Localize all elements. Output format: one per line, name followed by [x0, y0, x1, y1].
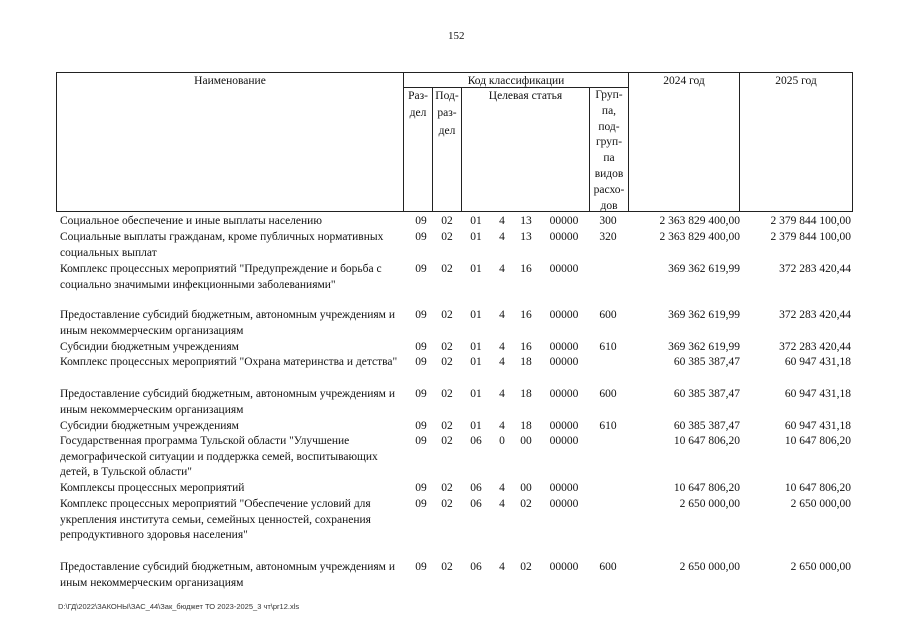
header-razdel: Раз- дел [408, 90, 428, 120]
row-code-a: 01 [470, 388, 482, 400]
row-code-c: 13 [520, 231, 532, 243]
row-razdel: 09 [415, 263, 427, 275]
row-razdel: 09 [415, 215, 427, 227]
row-year1: 369 362 619,99 [668, 309, 740, 321]
row-code-b: 4 [499, 561, 505, 573]
row-code-d: 00000 [549, 309, 579, 321]
row-year2: 2 650 000,00 [790, 498, 851, 510]
row-podrazdel: 02 [441, 215, 453, 227]
row-code-d: 00000 [549, 482, 579, 494]
row-code-c: 18 [520, 388, 532, 400]
row-code-d: 00000 [549, 561, 579, 573]
row-year2: 372 283 420,44 [779, 263, 851, 275]
row-code-a: 01 [470, 356, 482, 368]
row-code-d: 00000 [549, 498, 579, 510]
row-podrazdel: 02 [441, 263, 453, 275]
header-gruppa: Груп- па, под- груп- па видов расхо- дов [593, 89, 625, 212]
row-code-a: 01 [470, 341, 482, 353]
row-code-c: 00 [520, 435, 532, 447]
row-code-a: 06 [470, 435, 482, 447]
row-podrazdel: 02 [441, 420, 453, 432]
row-name: Комплекс процессных мероприятий "Обеспечение условий для укрепления института семьи, семейных ценностей, сохранения репродуктивного здоровья населения" [60, 498, 371, 541]
row-podrazdel: 02 [441, 341, 453, 353]
row-group: 300 [599, 215, 617, 227]
row-code-d: 00000 [549, 435, 579, 447]
row-year2: 372 283 420,44 [779, 309, 851, 321]
header-name: Наименование [194, 75, 266, 87]
row-year2: 372 283 420,44 [779, 341, 851, 353]
row-code-c: 13 [520, 215, 532, 227]
row-razdel: 09 [415, 420, 427, 432]
row-code-b: 4 [499, 263, 505, 275]
row-razdel: 09 [415, 231, 427, 243]
row-razdel: 09 [415, 309, 427, 321]
row-year1: 369 362 619,99 [668, 263, 740, 275]
row-year1: 60 385 387,47 [673, 420, 740, 432]
subheader-podr-line [461, 87, 462, 212]
row-code-a: 01 [470, 309, 482, 321]
row-code-c: 16 [520, 341, 532, 353]
row-podrazdel: 02 [441, 435, 453, 447]
row-code-a: 01 [470, 420, 482, 432]
row-code-a: 01 [470, 263, 482, 275]
row-year2: 60 947 431,18 [784, 420, 851, 432]
row-code-c: 00 [520, 482, 532, 494]
row-code-d: 00000 [549, 341, 579, 353]
row-year2: 10 647 806,20 [784, 435, 851, 447]
row-code-d: 00000 [549, 263, 579, 275]
row-year1: 2 363 829 400,00 [659, 231, 740, 243]
header-year2-cell [739, 72, 853, 212]
row-podrazdel: 02 [441, 309, 453, 321]
row-name: Субсидии бюджетным учреждениям [60, 341, 239, 353]
row-code-b: 4 [499, 341, 505, 353]
page-number: 152 [448, 30, 465, 42]
row-code-d: 00000 [549, 356, 579, 368]
row-year1: 2 650 000,00 [679, 498, 740, 510]
row-code-a: 01 [470, 231, 482, 243]
row-code-b: 4 [499, 309, 505, 321]
row-name: Предоставление субсидий бюджетным, автономным учреждениям и иным некоммерческим организациям [60, 388, 395, 416]
row-year2: 60 947 431,18 [784, 356, 851, 368]
header-name-cell [56, 72, 404, 212]
row-code-c: 18 [520, 420, 532, 432]
row-name: Предоставление субсидий бюджетным, автономным учреждениям и иным некоммерческим организациям [60, 561, 395, 589]
row-razdel: 09 [415, 341, 427, 353]
row-code-c: 18 [520, 356, 532, 368]
row-name: Комплекс процессных мероприятий "Охрана материнства и детства" [60, 356, 398, 368]
header-celevaya: Целевая статья [488, 90, 563, 102]
row-code-d: 00000 [549, 388, 579, 400]
row-code-d: 00000 [549, 215, 579, 227]
row-podrazdel: 02 [441, 561, 453, 573]
header-year1: 2024 год [663, 75, 705, 87]
row-razdel: 09 [415, 482, 427, 494]
row-year1: 60 385 387,47 [673, 356, 740, 368]
row-name: Комплексы процессных мероприятий [60, 482, 245, 494]
row-name: Социальное обеспечение и иные выплаты населению [60, 215, 322, 227]
row-group: 610 [599, 341, 617, 353]
row-code-b: 0 [499, 435, 505, 447]
row-code-a: 01 [470, 215, 482, 227]
row-podrazdel: 02 [441, 388, 453, 400]
row-razdel: 09 [415, 356, 427, 368]
header-year1-cell [628, 72, 740, 212]
row-code-d: 00000 [549, 231, 579, 243]
header-podrazdel: Под- раз- дел [435, 90, 459, 137]
row-year1: 2 650 000,00 [679, 561, 740, 573]
row-year1: 10 647 806,20 [673, 482, 740, 494]
row-name: Предоставление субсидий бюджетным, автономным учреждениям и иным некоммерческим организациям [60, 309, 395, 337]
header-code: Код классификации [467, 75, 565, 87]
row-year1: 10 647 806,20 [673, 435, 740, 447]
row-code-b: 4 [499, 356, 505, 368]
row-name: Государственная программа Тульской области "Улучшение демографической ситуации и поддержка семей, воспитывающих детей, в Тульской области" [60, 435, 378, 478]
row-code-b: 4 [499, 388, 505, 400]
row-razdel: 09 [415, 388, 427, 400]
row-group: 610 [599, 420, 617, 432]
row-group: 600 [599, 309, 617, 321]
row-year2: 2 379 844 100,00 [770, 231, 851, 243]
file-path-footer: D:\ГД\2022\ЗАКОНЫ\ЗАС_44\Зак_бюджет ТО 2023-2025_3 чт\pr12.xls [58, 602, 300, 611]
row-name: Субсидии бюджетным учреждениям [60, 420, 239, 432]
row-year2: 10 647 806,20 [784, 482, 851, 494]
row-code-b: 4 [499, 231, 505, 243]
row-podrazdel: 02 [441, 482, 453, 494]
row-podrazdel: 02 [441, 498, 453, 510]
row-code-c: 02 [520, 498, 532, 510]
row-podrazdel: 02 [441, 356, 453, 368]
row-year1: 2 363 829 400,00 [659, 215, 740, 227]
row-code-b: 4 [499, 498, 505, 510]
row-code-a: 06 [470, 561, 482, 573]
row-code-a: 06 [470, 498, 482, 510]
row-year2: 2 650 000,00 [790, 561, 851, 573]
row-code-d: 00000 [549, 420, 579, 432]
row-code-b: 4 [499, 420, 505, 432]
row-razdel: 09 [415, 435, 427, 447]
row-razdel: 09 [415, 498, 427, 510]
row-year1: 369 362 619,99 [668, 341, 740, 353]
header-year2: 2025 год [775, 75, 817, 87]
row-year2: 2 379 844 100,00 [770, 215, 851, 227]
row-group: 600 [599, 561, 617, 573]
row-razdel: 09 [415, 561, 427, 573]
row-year2: 60 947 431,18 [784, 388, 851, 400]
row-group: 320 [599, 231, 617, 243]
row-code-b: 4 [499, 482, 505, 494]
row-name: Комплекс процессных мероприятий "Предупреждение и борьба с социально значимыми инфекционными заболеваниями" [60, 263, 382, 291]
row-code-c: 16 [520, 309, 532, 321]
row-year1: 60 385 387,47 [673, 388, 740, 400]
row-code-c: 16 [520, 263, 532, 275]
row-name: Социальные выплаты гражданам, кроме публичных нормативных социальных выплат [60, 231, 384, 259]
row-podrazdel: 02 [441, 231, 453, 243]
row-group: 600 [599, 388, 617, 400]
row-code-a: 06 [470, 482, 482, 494]
row-code-c: 02 [520, 561, 532, 573]
row-code-b: 4 [499, 215, 505, 227]
